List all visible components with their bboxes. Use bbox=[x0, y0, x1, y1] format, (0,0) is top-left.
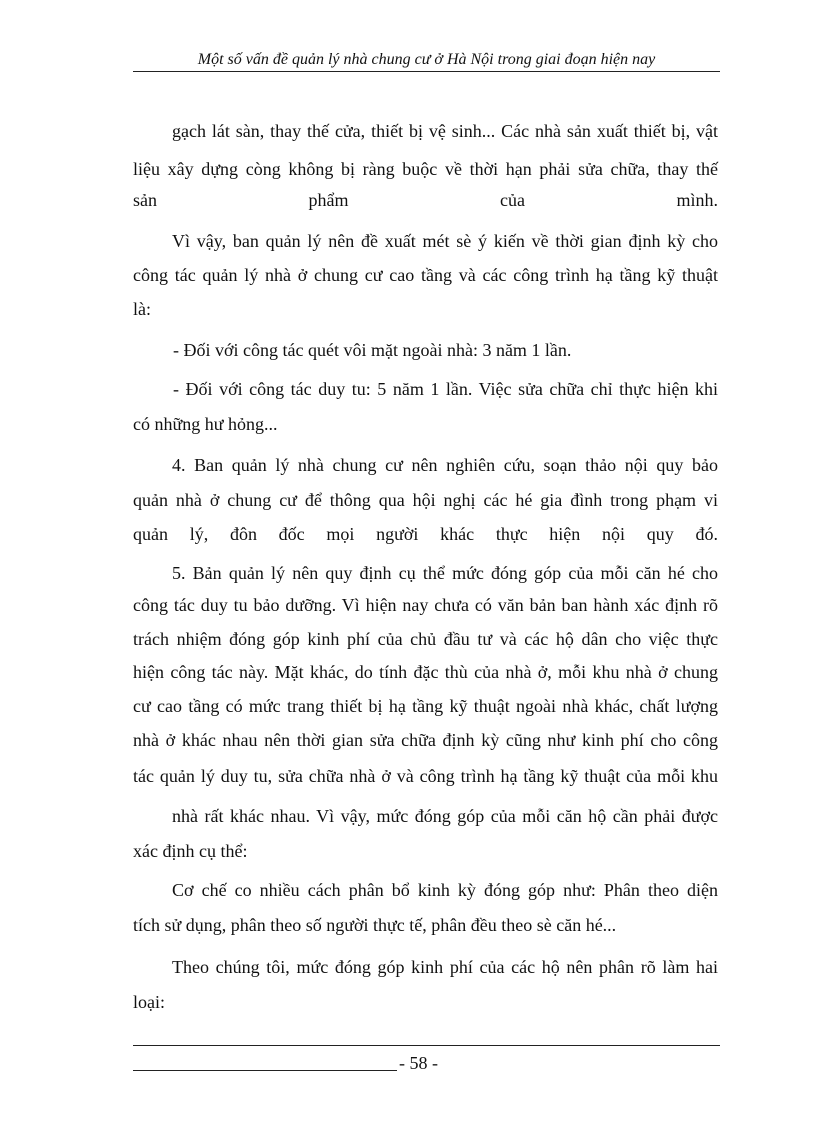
text-line: sản phẩm của mình. bbox=[133, 190, 718, 210]
text-line: hiện công tác này. Mặt khác, do tính đặc thù của nhà ở, mỗi khu nhà ở chung bbox=[133, 662, 718, 682]
text-line: công tác duy tu bảo dưỡng. Vì hiện nay chưa có văn bản ban hành xác định rõ bbox=[133, 595, 718, 615]
text-line: quản nhà ở chung cư để thông qua hội nghị các hé gia đình trong phạm vi bbox=[133, 490, 718, 510]
page-number: - 58 - bbox=[399, 1053, 438, 1073]
text-line: Theo chúng tôi, mức đóng góp kinh phí của các hộ nên phân rõ làm hai bbox=[172, 957, 718, 977]
text-line: Cơ chế co nhiều cách phân bổ kinh kỳ đóng góp như: Phân theo diện bbox=[172, 880, 718, 900]
text-line: cư cao tầng có mức trang thiết bị hạ tầng kỹ thuật ngoài nhà khác, chất lượng bbox=[133, 696, 718, 716]
text-line: là: bbox=[133, 299, 151, 319]
text-line: tác quản lý duy tu, sửa chữa nhà ở và công trình hạ tầng kỹ thuật của mỗi khu bbox=[133, 766, 718, 786]
text-line: - Đối với công tác quét vôi mặt ngoài nhà: 3 năm 1 lần. bbox=[173, 340, 572, 360]
text-line: liệu xây dựng còng không bị ràng buộc về thời hạn phải sửa chữa, thay thế bbox=[133, 159, 718, 179]
text-line: 4. Ban quản lý nhà chung cư nên nghiên cứu, soạn thảo nội quy bảo bbox=[172, 455, 718, 475]
text-line: 5. Bản quản lý nên quy định cụ thể mức đóng góp của mỗi căn hé cho bbox=[172, 563, 718, 583]
header-divider bbox=[133, 71, 720, 72]
text-line: nhà rất khác nhau. Vì vậy, mức đóng góp của mỗi căn hộ cần phải được bbox=[172, 806, 718, 826]
text-line: Vì vậy, ban quản lý nên đề xuất mét sè ý kiến về thời gian định kỳ cho bbox=[172, 231, 718, 251]
text-line: trách nhiệm đóng góp kinh phí của chủ đầu tư và các hộ dân cho việc thực bbox=[133, 629, 718, 649]
text-line: có những hư hỏng... bbox=[133, 414, 278, 434]
text-line: xác định cụ thể: bbox=[133, 841, 248, 861]
footer-divider bbox=[133, 1045, 720, 1046]
text-line: gạch lát sàn, thay thế cửa, thiết bị vệ sinh... Các nhà sản xuất thiết bị, vật bbox=[172, 121, 718, 141]
running-header-title: Một số vấn đề quản lý nhà chung cư ở Hà Nội trong giai đoạn hiện nay bbox=[197, 51, 656, 68]
footer-short-divider bbox=[133, 1070, 397, 1071]
text-line: nhà ở khác nhau nên thời gian sửa chữa định kỳ cũng như kinh phí cho công bbox=[133, 730, 718, 750]
text-line: quản lý, đôn đốc mọi người khác thực hiện nội quy đó. bbox=[133, 524, 718, 544]
text-line: loại: bbox=[133, 992, 165, 1012]
text-line: tích sử dụng, phân theo số người thực tế, phân đều theo sè căn hé... bbox=[133, 915, 617, 935]
text-line: - Đối với công tác duy tu: 5 năm 1 lần. Việc sửa chữa chỉ thực hiện khi bbox=[173, 379, 718, 399]
text-line: công tác quản lý nhà ở chung cư cao tầng và các công trình hạ tầng kỹ thuật bbox=[133, 265, 718, 285]
